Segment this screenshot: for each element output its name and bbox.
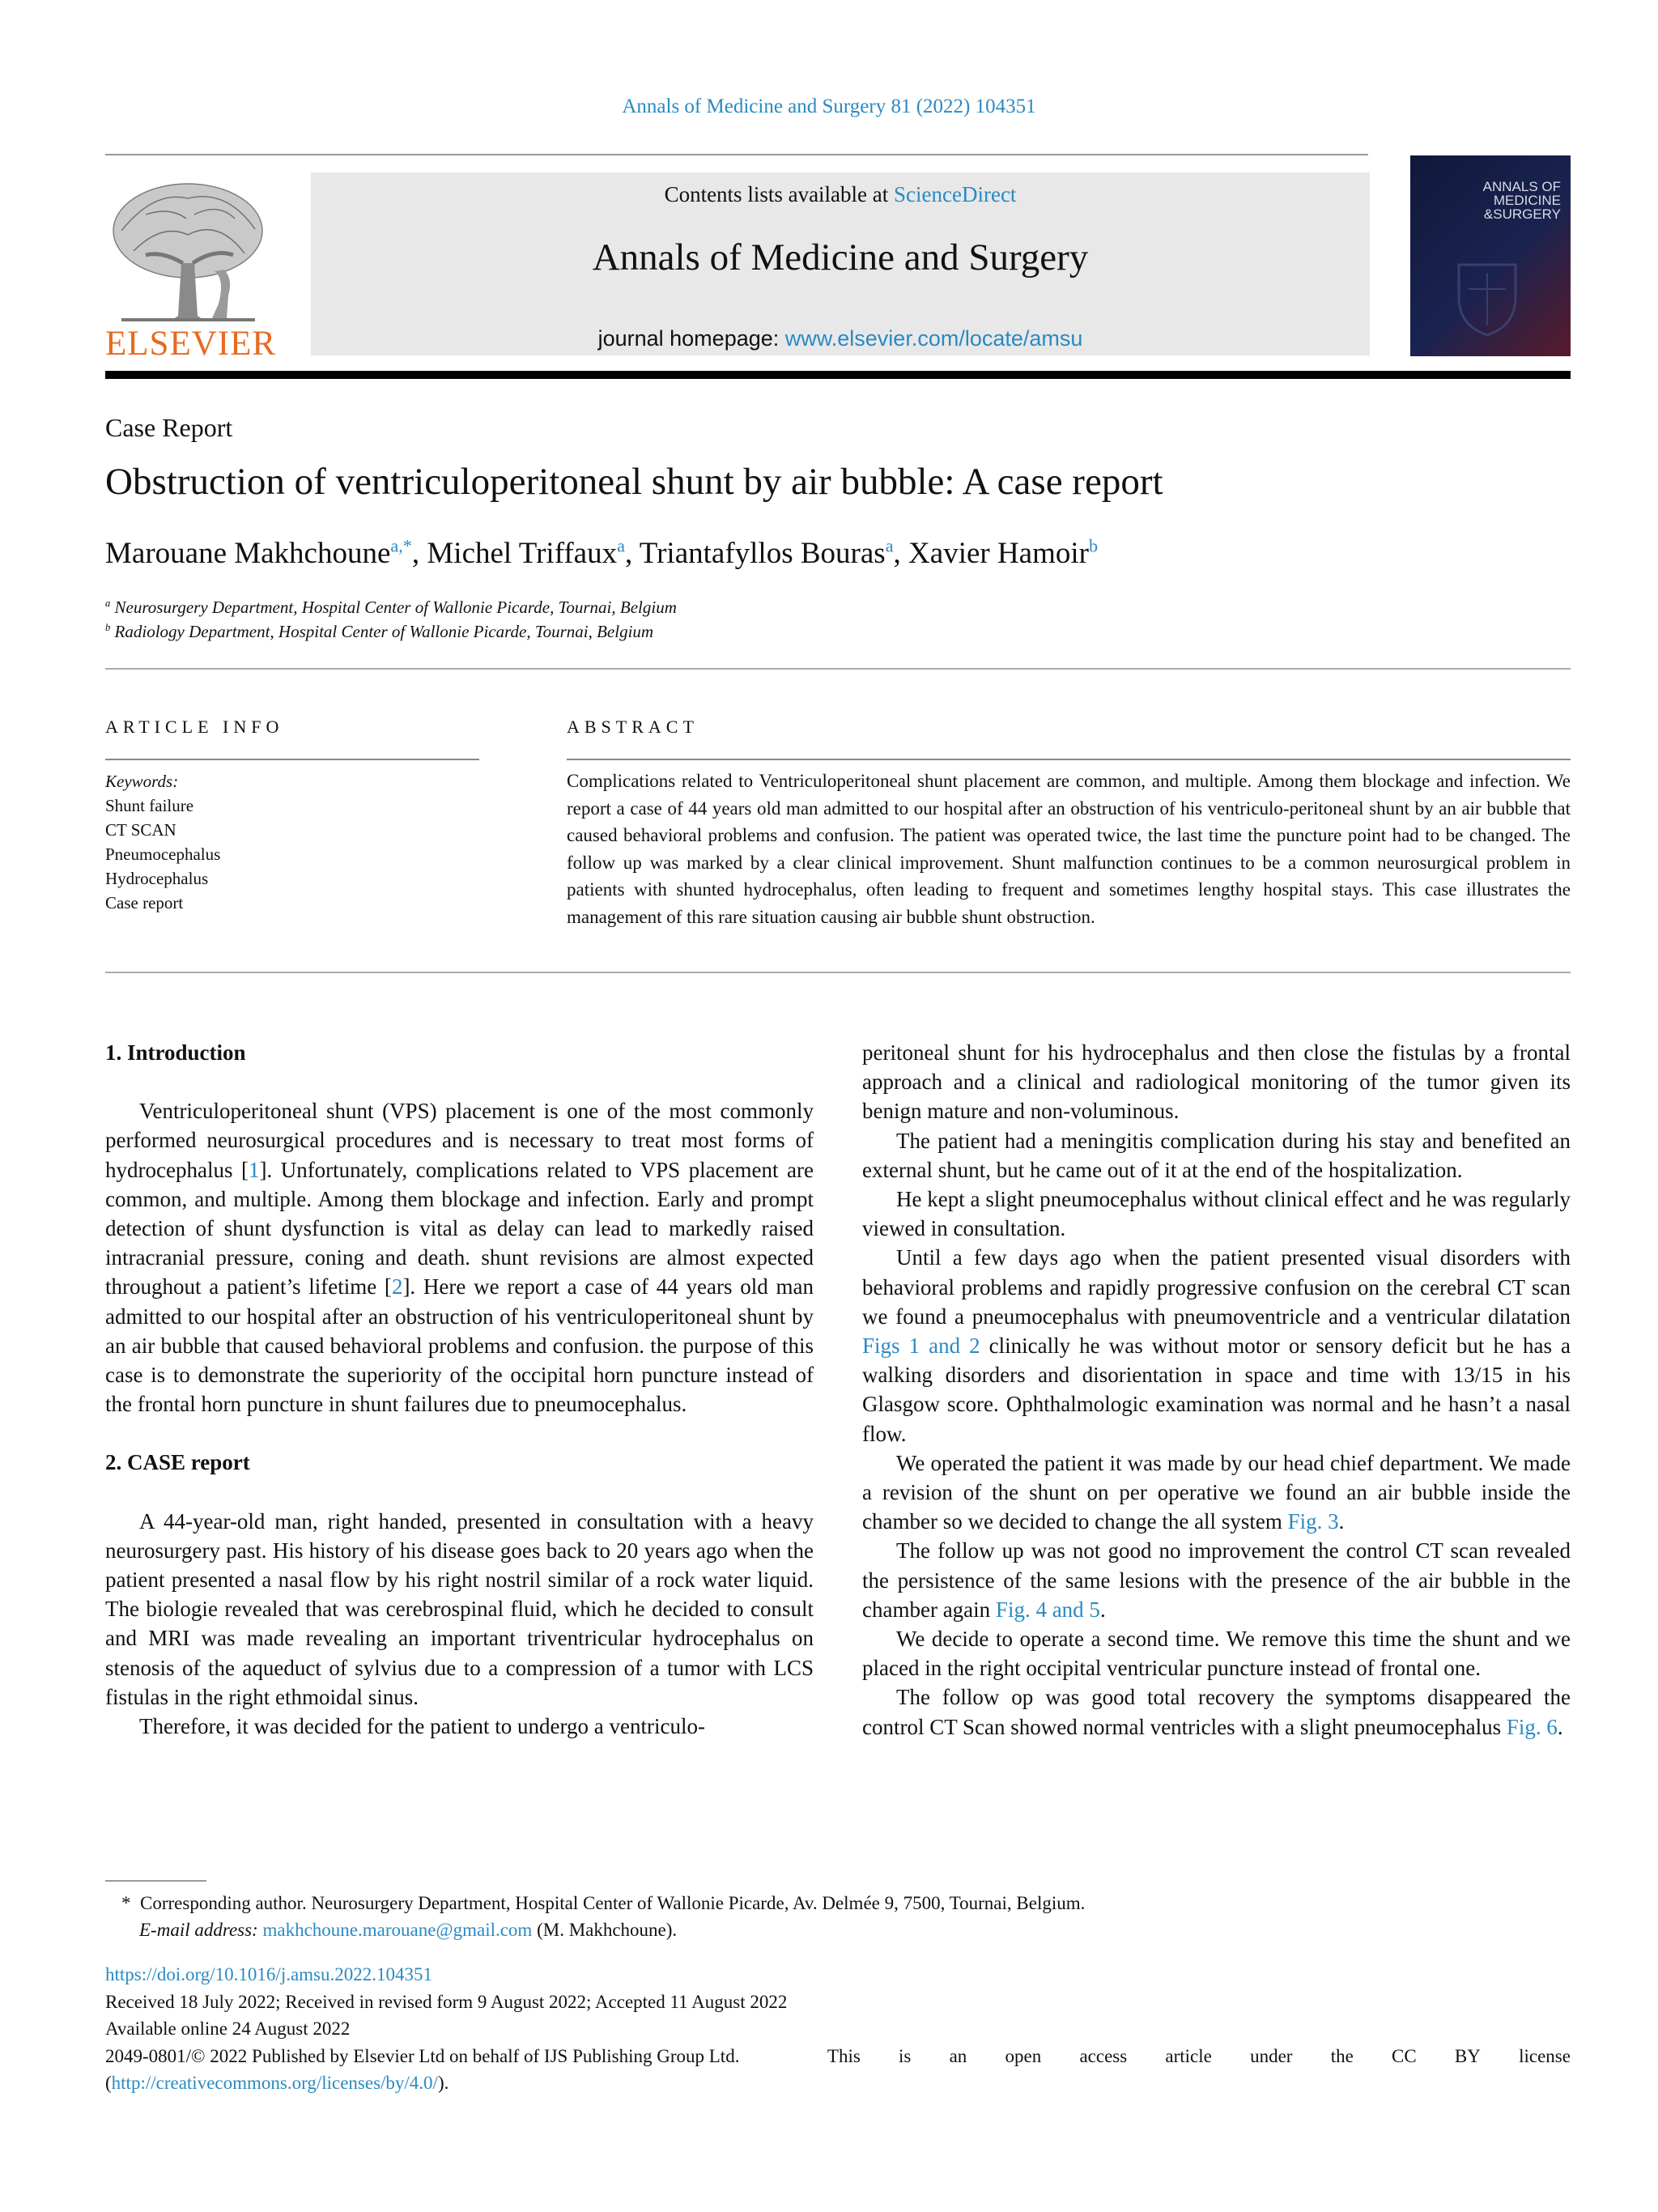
affiliation-text: Radiology Department, Hospital Center of Wallonie Picarde, Tournai, Belgium (114, 622, 654, 641)
author-affiliation-mark[interactable]: a (617, 535, 625, 556)
footnote-line (121, 1890, 1085, 1916)
cover-title (1483, 180, 1561, 221)
paren: ). (437, 2073, 449, 2093)
license-word: article (1165, 2045, 1212, 2066)
journal-title: Annals of Medicine and Surgery (592, 236, 1089, 279)
section-rule (105, 759, 479, 760)
author-separator: , (893, 537, 909, 570)
section-rule (105, 972, 1571, 973)
keywords-list (105, 769, 220, 915)
paragraph: peritoneal shunt for his hydrocephalus and then close the fistulas by a frontal approach and a clinical and radiological monitoring of the tumor given its benign mature and non-voluminous. (862, 1040, 1571, 1124)
paragraph-text: The follow up was not good no improvement the control CT scan revealed the persistence of the same lesions with the presence of the air bubble in the chamber again (862, 1538, 1571, 1622)
affiliation-mark: a (105, 598, 111, 609)
article-title: Obstruction of ventriculoperitoneal shunt by air bubble: A case report (105, 461, 1163, 503)
author-name[interactable]: Xavier Hamoir (908, 537, 1089, 570)
affiliation-a (105, 595, 677, 619)
license-word: BY (1454, 2045, 1481, 2066)
abstract-text: Complications related to Ventriculoperitoneal shunt placement are common, and multiple. Among them blockage and infection. We report a case of 44 years old man admitted to our hospital after an obstruction of his ventriculo-peritoneal shunt by an air bubble that caused behavioral problems and confusion. The patient was operated twice, the last time the puncture point had to be changed. The follow up was marked by a clear clinical improvement. Shunt malfunction continues to be a common neurosurgical problem in patients with shunted hydrocephalus, often leading to frequent and sometimes lengthy hospital stays. This case illustrates the management of this rare situation causing air bubble shunt obstruction. (567, 771, 1571, 927)
author-list (105, 536, 1098, 571)
journal-header-box (311, 172, 1370, 355)
author-name[interactable]: Triantafyllos Bouras (639, 537, 886, 570)
contents-prefix: Contents lists available at (664, 182, 895, 206)
paragraph-text: . (1557, 1714, 1563, 1739)
body-column-left (105, 1038, 814, 1741)
author-affiliation-mark[interactable]: b (1089, 535, 1099, 556)
footnote-text: Corresponding author. Neurosurgery Department, Hospital Center of Wallonie Picarde, Av. Delmée 9, 7500, Tournai, Belgium. (140, 1893, 1086, 1913)
paragraph: Therefore, it was decided for the patient to undergo a ventriculo- (139, 1714, 705, 1739)
copyright-text: 2049-0801/© 2022 Published by Elsevier Ltd on behalf of IJS Publishing Group Ltd. (105, 2045, 740, 2066)
figure-link[interactable]: Fig. 3 (1287, 1509, 1339, 1534)
section-rule (105, 668, 1571, 670)
keyword-item: Shunt failure (105, 796, 194, 815)
section-rule (567, 759, 1571, 760)
figure-link[interactable]: Fig. 4 and 5 (995, 1597, 1100, 1622)
header-rule (105, 154, 1368, 155)
paren: ( (105, 2073, 112, 2093)
license-word: the (1330, 2045, 1354, 2066)
license-word: CC (1392, 2045, 1417, 2066)
keywords-label: Keywords: (105, 772, 179, 791)
figure-link[interactable]: Figs 1 and 2 (862, 1334, 980, 1359)
cover-title-line: MEDICINE (1493, 193, 1561, 208)
keyword-item: Pneumocephalus (105, 844, 221, 864)
reference-link[interactable]: 2 (391, 1274, 403, 1300)
paragraph-text: ]. Unfortunately, complications related to VPS placement are common, and multiple. Among them blockage and infection. Early and prompt detection of shunt dysfunction is vital as delay can lead to markedly raised intracranial pressure, coning and death. shunt revisions are almost expected throughout a patient’s lifetime [ (105, 1157, 814, 1300)
license-word: access (1079, 2045, 1128, 2066)
affiliation-b (105, 619, 677, 644)
keyword-item: Hydrocephalus (105, 869, 209, 888)
license-word: under (1250, 2045, 1293, 2066)
paragraph (862, 1243, 1571, 1448)
paragraph-text: Until a few days ago when the patient presented visual disorders with behavioral problems and rapidly progressive confusion on the cerebral CT scan we found a pneumocephalus with pneumoventricle and a ventricular dilatation (862, 1245, 1571, 1329)
footnote-mark: * (121, 1893, 131, 1913)
dates-received: Received 18 July 2022; Received in revised form 9 August 2022; Accepted 11 August 2022 (105, 1991, 788, 2012)
article-info-heading: ARTICLE INFO (105, 717, 284, 737)
affiliation-text: Neurosurgery Department, Hospital Center of Wallonie Picarde, Tournai, Belgium (114, 598, 677, 617)
reference-link[interactable]: 1 (248, 1157, 260, 1182)
affiliations (105, 595, 677, 644)
license-url-line (105, 2069, 1571, 2097)
keyword-item: CT SCAN (105, 820, 176, 840)
author-separator: , (411, 537, 427, 570)
paragraph (862, 1682, 1571, 1741)
footnote-rule (105, 1880, 206, 1882)
paragraph (862, 1536, 1571, 1624)
abstract-heading: ABSTRACT (567, 717, 699, 737)
email-suffix: (M. Makhchoune). (532, 1920, 678, 1940)
contents-line (311, 182, 1370, 207)
cover-title-line: &SURGERY (1483, 206, 1561, 222)
keyword-item: Case report (105, 893, 184, 912)
corresponding-author-footnote (121, 1890, 1085, 1943)
license-word: is (899, 2045, 912, 2066)
author-name[interactable]: Marouane Makhchoune (105, 537, 391, 570)
date-available: Available online 24 August 2022 (105, 2018, 351, 2039)
paragraph: He kept a slight pneumocephalus without clinical effect and he was regularly viewed in consultation. (862, 1187, 1571, 1241)
sciencedirect-link[interactable]: ScienceDirect (894, 182, 1017, 206)
paragraph-text: Ventriculoperitoneal shunt (VPS) placement is one of the most commonly performed neurosurgical procedures and is necessary to treat most forms of hydrocephalus [ (105, 1099, 814, 1182)
paragraph: We decide to operate a second time. We remove this time the shunt and we placed in the right occipital ventricular puncture instead of frontal one. (862, 1627, 1571, 1681)
paragraph-text: . (1099, 1597, 1106, 1622)
section-heading-case-report: 2. CASE report (105, 1450, 250, 1475)
paragraph: The patient had a meningitis complication during his stay and benefited an external shunt, but he came out of it at the end of the hospitalization. (862, 1128, 1571, 1182)
author-separator: , (624, 537, 640, 570)
doi-link[interactable]: https://doi.org/10.1016/j.amsu.2022.104351 (105, 1964, 433, 1984)
body-column-right (862, 1038, 1571, 1742)
footnote-email-line (121, 1916, 1085, 1943)
homepage-line (311, 326, 1370, 351)
license-word: an (949, 2045, 967, 2066)
affiliation-mark: b (105, 622, 111, 633)
author-name[interactable]: Michel Triffaux (427, 537, 618, 570)
license-line (105, 2043, 1571, 2070)
license-word: license (1519, 2045, 1571, 2066)
paragraph (105, 1096, 814, 1419)
article-type: Case Report (105, 413, 233, 442)
homepage-prefix: journal homepage: (597, 326, 785, 351)
cover-crest-icon (1443, 253, 1532, 342)
paragraph: A 44-year-old man, right handed, presented in consultation with a heavy neurosurgery past. His history of his disease goes back to 20 years ago when the patient presented a nasal flow by his right nostril similar of a rock water liquid. The biologie revealed that was cerebrospinal fluid, which he decided to consult and MRI was made revealing an important triventricular hydrocephalus on stenosis of the aqueduct of sylvius due to a compression of a tumor with LCS fistulas in the right ethmoidal sinus. (105, 1508, 814, 1709)
paragraph-text: ]. Here we report a case of 44 years old man admitted to our hospital after an obstruction of his ventriculoperitoneal shunt by an air bubble that caused behavioral problems and confusion. the purpose of this case is to demonstrate the superiority of the occipital horn puncture instead of the frontal horn puncture in shunt failures due to pneumocephalus. (105, 1274, 814, 1417)
author-affiliation-mark[interactable]: a (885, 535, 894, 556)
paragraph-text: . (1338, 1509, 1345, 1534)
paragraph (862, 1448, 1571, 1537)
license-word: This (827, 2045, 861, 2066)
author-affiliation-mark[interactable]: a,* (390, 535, 412, 556)
journal-citation[interactable]: Annals of Medicine and Surgery 81 (2022) 104351 (622, 96, 1036, 117)
elsevier-wordmark: ELSEVIER (105, 325, 277, 363)
journal-cover-thumbnail[interactable] (1410, 155, 1571, 356)
cover-title-line: ANNALS OF (1482, 179, 1561, 194)
homepage-link[interactable]: www.elsevier.com/locate/amsu (784, 326, 1083, 351)
email-label: E-mail address: (139, 1920, 258, 1940)
figure-link[interactable]: Fig. 6 (1506, 1714, 1558, 1739)
paragraph-text: We operated the patient it was made by our head chief department. We made a revision of the shunt on per operative we found an air bubble inside the chamber so we decided to change the all system (862, 1450, 1571, 1534)
license-word: open (1005, 2045, 1042, 2066)
publication-info (105, 1961, 1571, 2097)
license-url-link[interactable]: http://creativecommons.org/licenses/by/4.0/ (111, 2073, 438, 2093)
section-heading-introduction: 1. Introduction (105, 1040, 246, 1065)
paragraph-text: The follow op was good total recovery the symptoms disappeared the control CT Scan showed normal ventricles with a slight pneumocephalus (862, 1685, 1571, 1739)
header-thick-rule (105, 371, 1571, 379)
paragraph-text: clinically he was without motor or sensory deficit but he has a walking disorders and disorientation in space and time with 13/15 in his Glasgow score. Ophthalmologic examination was normal and he hasn’t a nasal flow. (862, 1334, 1571, 1446)
email-link[interactable]: makhchoune.marouane@gmail.com (262, 1920, 533, 1940)
